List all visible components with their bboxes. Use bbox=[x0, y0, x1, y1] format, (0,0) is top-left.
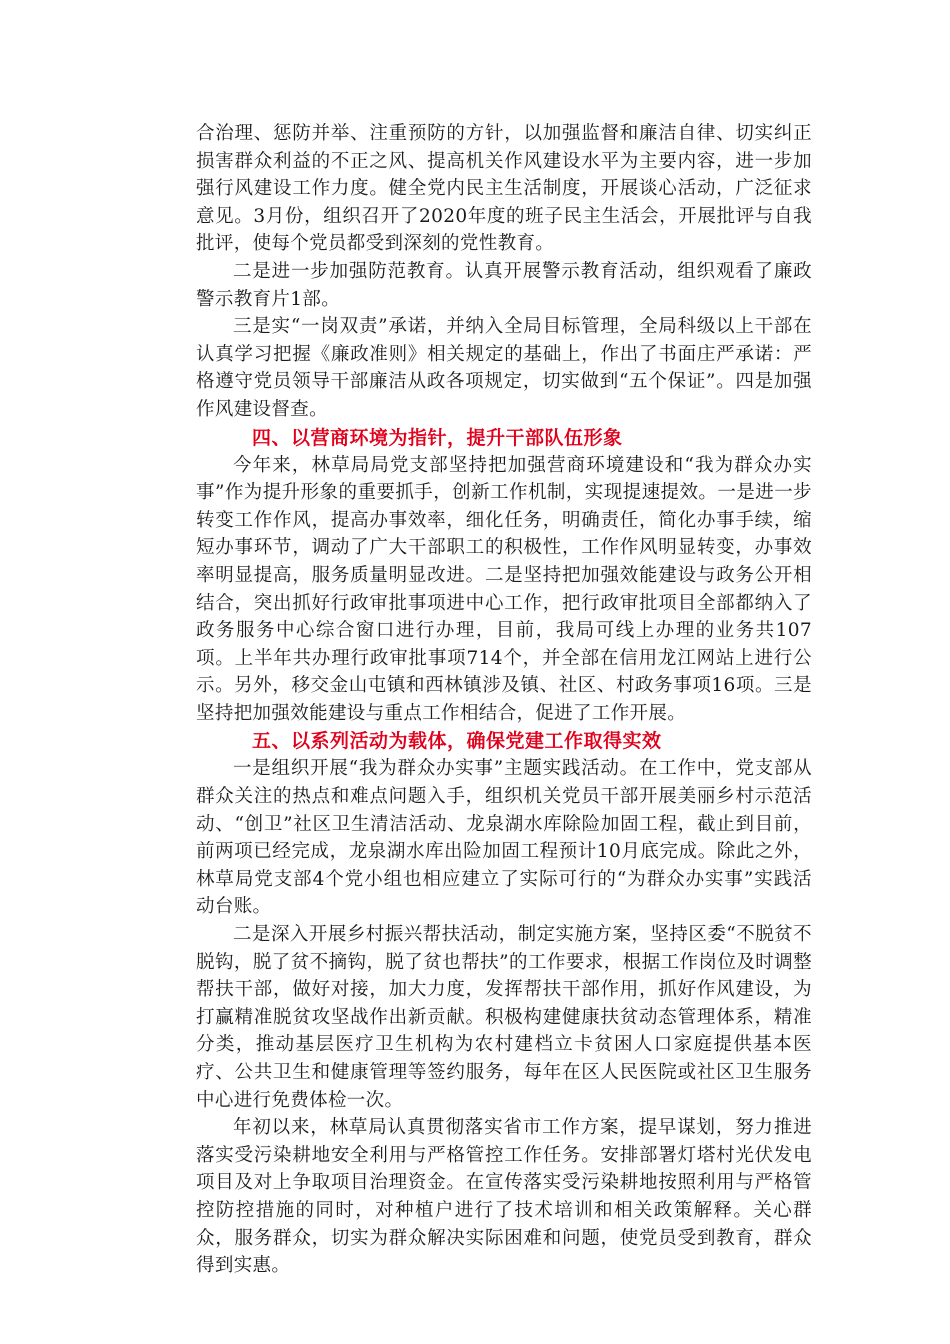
paragraph-responsibility-commitment: 三是实“一岗双责”承诺，并纳入全局目标管理，全局科级以上干部在认真学习把握《廉政准则》相关规定的基础上，作出了书面庄严承诺：严格遵守党员领导干部廉洁从政各项规定，切实做到“五个保证”。四是加强作风建设督查。 bbox=[196, 316, 812, 420]
paragraph-business-environment: 今年来，林草局局党支部坚持把加强营商环境建设和“我为群众办实事”作为提升形象的重要抓手，创新工作机制，实现提速提效。一是进一步转变工作作风，提高办事效率，细化任务，明确责任，简化办事手续，缩短办事环节，调动了广大干部职工的积极性，工作作风明显转变，办事效率明显提高，服务质量明显改进。二是坚持把加强效能建设与政务公开相结合，突出抓好行政审批事项进中心工作，把行政审批项目全部都纳入了政务服务中心综合窗口进行办理，目前，我局可线上办理的业务共107项。上半年共办理行政审批事项714个，并全部在信用龙江网站上进行公示。另外，移交金山屯镇和西林镇涉及镇、社区、村政务事项16项。三是坚持把加强效能建设与重点工作相结合，促进了工作开展。 bbox=[196, 454, 812, 724]
paragraph-discipline-policy: 合治理、惩防并举、注重预防的方针，以加强监督和廉洁自律、切实纠正损害群众利益的不正之风、提高机关作风建设水平为主要内容，进一步加强行风建设工作力度。健全党内民主生活制度，开展谈心活动，广泛征求意见。3月份，组织召开了2020年度的班子民主生活会，开展批评与自我批评，使每个党员都受到深刻的党性教育。 bbox=[196, 123, 812, 255]
paragraph-rural-revitalization: 二是深入开展乡村振兴帮扶活动，制定实施方案，坚持区委“不脱贫不脱钩，脱了贫不摘钩，脱了贫也帮扶”的工作要求，根据工作岗位及时调整帮扶干部，做好对接，加大力度，发挥帮扶干部作用，抓好作风建设，为打赢精准脱贫攻坚战作出新贡献。积极构建健康扶贫动态管理体系，精准分类，推动基层医疗卫生机构为农村建档立卡贫困人口家庭提供基本医疗、公共卫生和健康管理等签约服务，每年在区人民医院或社区卫生服务中心进行免费体检一次。 bbox=[196, 924, 812, 1111]
section-heading-four: 四、以营商环境为指针，提升干部队伍形象 bbox=[252, 426, 623, 449]
document-page bbox=[196, 120, 812, 1280]
paragraph-practice-activity: 一是组织开展“我为群众办实事”主题实践活动。在工作中，党支部从群众关注的热点和难点问题入手，组织机关党员干部开展美丽乡村示范活动、“创卫”社区卫生清洁活动、龙泉湖水库除险加固工程，截止到目前，前两项已经完成，龙泉湖水库出险加固工程预计10月底完成。除此之外，林草局党支部4个党小组也相应建立了实际可行的“为群众办实事”实践活动台账。 bbox=[196, 758, 812, 918]
paragraph-farmland-control: 年初以来，林草局认真贯彻落实省市工作方案，提早谋划，努力推进落实受污染耕地安全利用与严格管控工作任务。安排部署灯塔村光伏发电项目及对上争取项目治理资金。在宣传落实受污染耕地按照利用与严格管控防控措施的同时，对种植户进行了技术培训和相关政策解释。关心群众，服务群众，切实为群众解决实际困难和问题，使党员受到教育，群众得到实惠。 bbox=[196, 1117, 812, 1277]
paragraph-prevention-education: 二是进一步加强防范教育。认真开展警示教育活动，组织观看了廉政警示教育片1部。 bbox=[196, 260, 812, 310]
section-heading-five: 五、以系列活动为载体，确保党建工作取得实效 bbox=[252, 730, 662, 753]
